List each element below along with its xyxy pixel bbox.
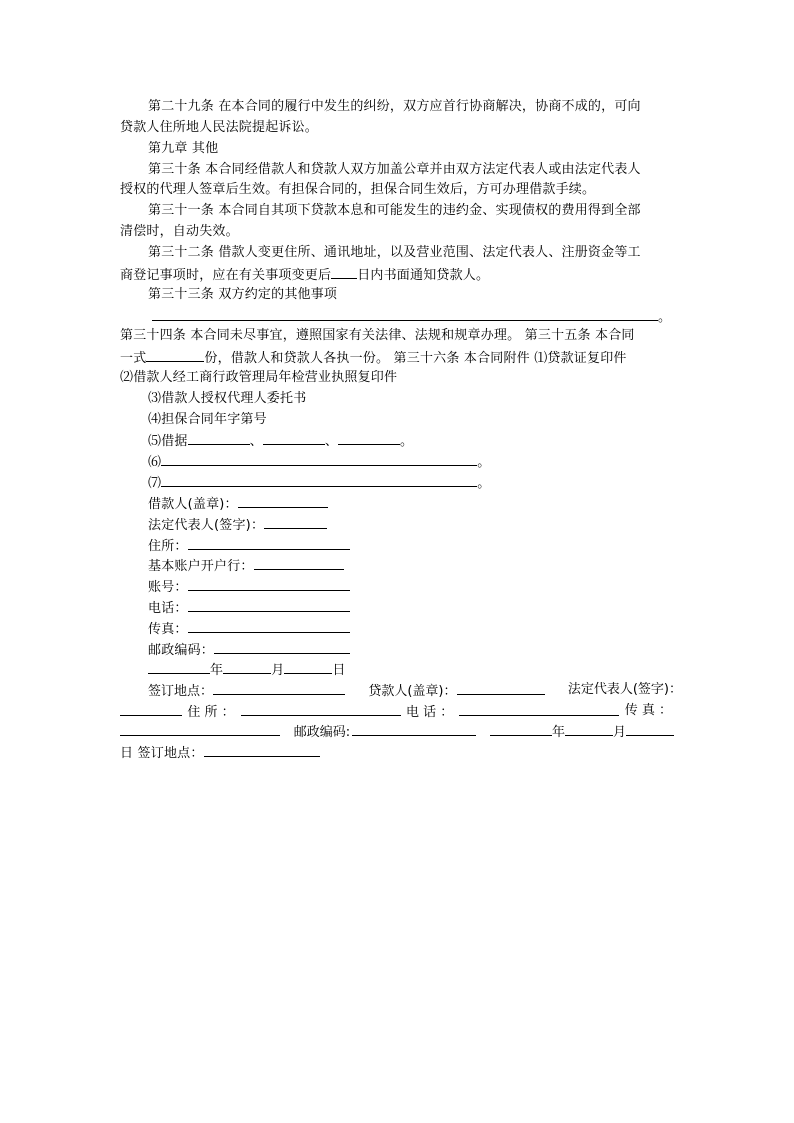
year-label: 年 [210,663,224,678]
lender-seal-blank [457,680,545,695]
borrower-fax-blank [188,618,350,633]
lender-phone-field [406,701,619,721]
attachment-7-label: ⑺ [148,476,162,491]
article-31-line-1: 第三十一条 本合同自其项下贷款本息和可能发生的违约金、实现债权的费用得到全部 [148,203,641,218]
lender-fax-label-wrap [625,701,672,721]
lender-rep-blank-wrap [120,701,182,721]
borrower-account-field [148,576,350,596]
lender-month-blank [565,721,613,736]
article-32-text-b: 日内书面通知贷款人。 [357,268,490,283]
sign-line-3 [120,721,674,741]
attachment-6 [148,451,490,471]
article-32-text-a: 商登记事项时，应在有关事项变更后 [120,268,332,283]
year-label: 年 [551,725,565,740]
period-mark: 。 [658,310,672,325]
sign-place-label: 签订地点： [148,684,214,699]
borrower-bank-label: 基本账户开户行： [148,559,254,574]
borrower-zip-label: 邮政编码： [148,643,215,658]
separator: 、 [324,434,339,449]
separator: 、 [249,434,263,449]
sign-line-4 [120,742,320,762]
other-matters-blank [152,306,658,321]
borrower-address-label: 住所： [148,539,188,554]
attachment-4: ⑷担保合同年字第号 [148,412,267,427]
receipt-blank-3 [338,430,400,445]
article-33-heading: 第三十三条 双方约定的其他事项 [148,287,338,302]
receipt-blank-1 [188,430,250,445]
lender-fax-blank [120,721,280,736]
receipt-blank-2 [263,430,325,445]
lender-rep-label-wrap [568,680,682,700]
lender-phone-blank [459,701,619,716]
borrower-phone-blank [188,597,350,612]
article-30-line-1: 第三十条 本合同经借款人和贷款人双方加盖公章并由双方法定代表人或由法定代表人 [148,162,641,177]
lender-fax-label: 传 真 ： [624,703,672,718]
lender-rep-blank [120,701,182,716]
days-blank [331,264,357,279]
month-label: 月 [271,663,285,678]
copies-suffix: 份，借款人和贷款人各执一份。 第三十六条 本合同附件 ⑴贷款证复印件 [204,351,627,366]
borrower-account-blank [188,576,350,591]
lender-address-label: 住 所 ： [187,705,235,720]
article-34-35-line: 第三十四条 本合同未尽事宜，遵照国家有关法律、法规和规章办理。 第三十五条 本合同 [120,328,635,343]
chapter-9-heading: 第九章 其他 [148,141,219,156]
borrower-bank-field [148,555,344,575]
attachment-6-label: ⑹ [148,455,162,470]
article-29-line-2: 贷款人住所地人民法院提起诉讼。 [120,120,319,135]
attachment-7 [148,472,490,492]
copies-prefix: 一式 [120,351,147,366]
borrower-seal-label: 借款人(盖章)： [148,497,238,512]
lender-seal-label: 贷款人(盖章)： [368,684,457,699]
borrower-seal-field [148,493,328,513]
borrower-rep-field [148,514,327,534]
lender-year-blank [490,721,552,736]
copies-blank [146,347,204,362]
borrower-year-blank [148,659,210,674]
sign-place-field [148,680,345,700]
attachment-3: ⑶借款人授权代理人委托书 [148,391,307,406]
borrower-address-field [148,535,350,555]
attachment-5-label: ⑸借据 [148,434,188,449]
borrower-rep-blank [264,514,327,529]
lender-fax-blank-wrap [120,721,280,741]
lender-sign-place-label: 签订地点： [137,746,204,761]
borrower-phone-label: 电话： [148,601,188,616]
borrower-rep-label: 法定代表人(签字)： [148,518,265,533]
day-label: 日 [120,746,134,761]
article-29-line-1: 第二十九条 在本合同的履行中发生的纠纷，双方应首行协商解决，协商不成的，可向 [148,99,641,114]
lender-sign-place-blank [204,742,320,757]
article-32-line-2 [120,264,489,284]
article-35-36-line [120,347,627,367]
lender-zip-label: 邮政编码: [293,725,351,740]
article-33-blank-line [152,306,671,326]
borrower-account-label: 账号： [148,580,188,595]
lender-seal-field [368,680,544,700]
sign-place-blank [213,680,345,695]
lender-zip-field [294,721,476,741]
attachment-6-blank [161,451,477,466]
borrower-zip-blank [214,639,350,654]
article-30-line-2: 授权的代理人签章后生效。有担保合同的，担保合同生效后，方可办理借款手续。 [120,182,596,197]
borrower-month-blank [223,659,271,674]
borrower-seal-blank [238,493,328,508]
attachment-5 [148,430,413,450]
period-mark: 。 [400,434,414,449]
sign-line-1 [148,680,682,700]
lender-address-field [187,701,400,721]
day-label: 日 [332,663,346,678]
period-mark: 。 [477,476,491,491]
lender-day-blank [626,721,674,736]
attachment-7-blank [161,472,477,487]
borrower-fax-label: 传真： [148,622,188,637]
borrower-phone-field [148,597,350,617]
attachment-2: ⑵借款人经工商行政管理局年检营业执照复印件 [120,370,398,385]
borrower-zip-field [148,639,350,659]
lender-date-field [490,721,674,741]
borrower-date-field [148,659,346,679]
borrower-address-blank [188,535,350,550]
article-31-line-2: 清偿时，自动失效。 [120,224,239,239]
lender-rep-label: 法定代表人(签字)： [567,682,682,697]
borrower-fax-field [148,618,350,638]
article-32-line-1: 第三十二条 借款人变更住所、通讯地址，以及营业范围、法定代表人、注册资金等工 [148,245,641,260]
borrower-bank-blank [254,555,344,570]
borrower-day-blank [284,659,332,674]
sign-line-2 [120,701,672,721]
lender-address-blank [241,701,401,716]
month-label: 月 [612,725,626,740]
period-mark: 。 [477,455,491,470]
lender-zip-blank [352,721,476,736]
lender-phone-label: 电 话 ： [406,705,454,720]
